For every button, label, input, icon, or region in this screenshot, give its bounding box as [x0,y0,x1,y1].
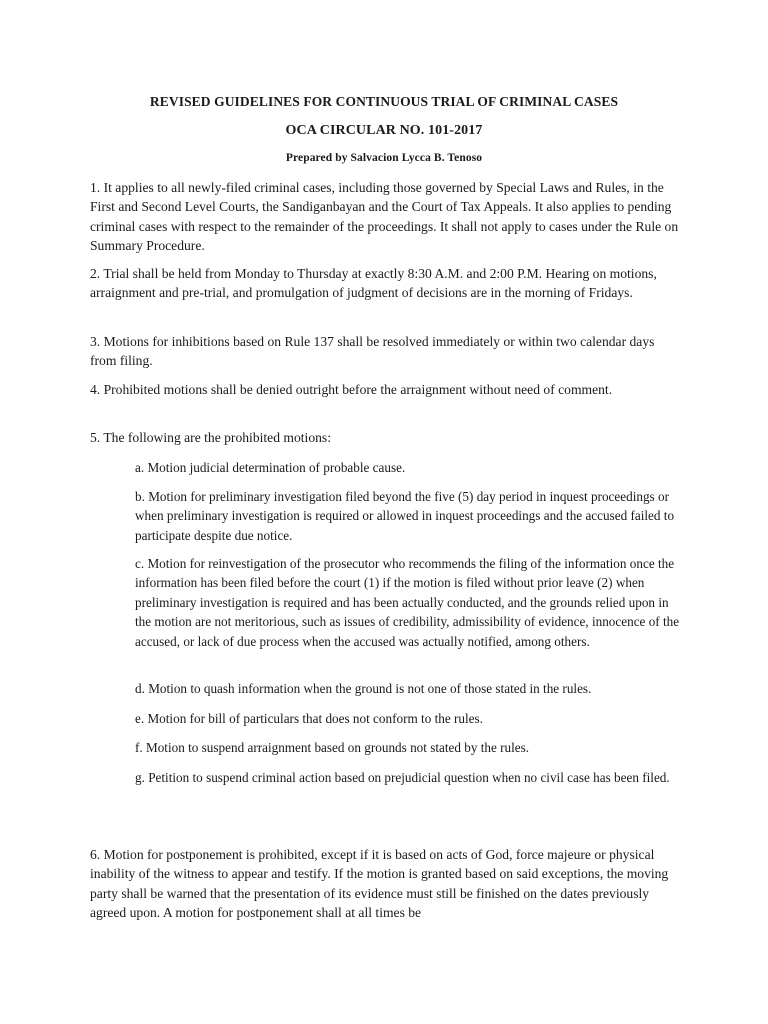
paragraph-1: 1. It applies to all newly-filed criminal cases, including those governed by Special Laws and Rules, in the First and Second Level Courts, the Sandiganbayan and the Court of Tax Appeals. It also applies to pending criminal cases with respect to the remainder of the proceedings. It shall not apply to cases under the Rule on Summary Procedure. [90,180,679,254]
paragraph-4: 4. Prohibited motions shall be denied outright before the arraignment without need of comment. [90,382,613,397]
prohibited-motion-f: f. Motion to suspend arraignment based on grounds not stated by the rules. [135,740,530,755]
paragraph-5: 5. The following are the prohibited motions: [90,430,331,445]
prohibited-motion-e: e. Motion for bill of particulars that does not conform to the rules. [135,711,483,726]
paragraph-3: 3. Motions for inhibitions based on Rule 137 shall be resolved immediately or within two calendar days from filing. [90,334,655,369]
prohibited-motion-d: d. Motion to quash information when the ground is not one of those stated in the rules. [135,681,592,696]
paragraph-6: 6. Motion for postponement is prohibited, except if it is based on acts of God, force majeure or physical inability of the witness to appear and testify. If the motion is granted based on said exceptions, the moving party shall be warned that the presentation of its evidence must still be finished on the dates previously agreed upon. A motion for postponement shall at all times be [90,847,669,921]
prohibited-motion-b: b. Motion for preliminary investigation filed beyond the five (5) day period in inquest proceedings or when preliminary investigation is required or allowed in inquest proceedings and the accused failed to participate despite due notice. [135,489,675,543]
prohibited-motion-c: c. Motion for reinvestigation of the prosecutor who recommends the filing of the information once the information has been filed before the court (1) if the motion is filed without prior leave (2) when preliminary investigation is required and has been actually conducted, and the grounds relied upon in the motion are not meritorious, such as issues of credibility, admissibility of evidence, innocence of the accused, or lack of due process when the accused was actually notified, among others. [135,556,680,649]
paragraph-2: 2. Trial shall be held from Monday to Thursday at exactly 8:30 A.M. and 2:00 P.M. Hearing on motions, arraignment and pre-trial, and promulgation of judgment of decisions are in the morning of Fridays. [90,266,657,301]
document-title: REVISED GUIDELINES FOR CONTINUOUS TRIAL OF CRIMINAL CASES [149,94,619,109]
circular-number: OCA CIRCULAR NO. 101-2017 [285,123,483,138]
author-line: Prepared by Salvacion Lycca B. Tenoso [285,152,483,164]
prohibited-motion-g: g. Petition to suspend criminal action based on prejudicial question when no civil case has been filed. [135,770,670,785]
prohibited-motion-a: a. Motion judicial determination of probable cause. [135,460,406,475]
